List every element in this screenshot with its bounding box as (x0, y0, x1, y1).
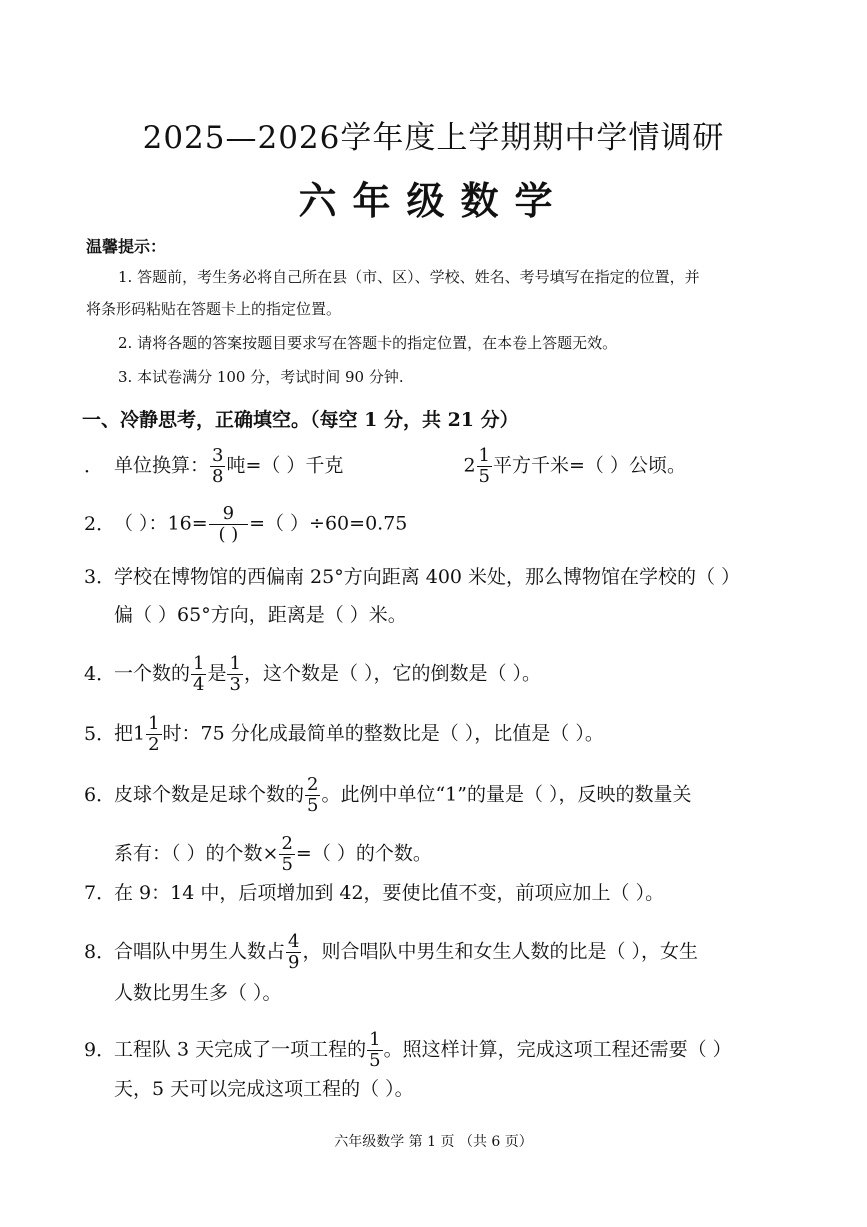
fraction (286, 932, 301, 973)
question-text: 。此例中单位“1”的量是（ ），反映的数量关 (321, 783, 692, 806)
question-text: ，则合唱队中男生和女生人数的比是（ ），女生 (302, 940, 699, 963)
question-text: ，这个数是（ ），它的倒数是（ ）。 (243, 662, 542, 685)
question-4 (84, 654, 541, 695)
question-number: 2． (84, 512, 116, 535)
fraction-numerator: 2 (307, 774, 319, 795)
fraction-numerator: 1 (148, 713, 160, 734)
fraction-denominator: 5 (281, 854, 293, 876)
question-7 (84, 884, 664, 903)
subject-title: 六年级数学 (298, 178, 569, 223)
fraction-denominator: 9 (288, 952, 300, 974)
fraction-denominator: 4 (193, 674, 205, 696)
question-text: 系有：（ ）的个数× (114, 842, 279, 865)
question-6-line-2 (114, 834, 432, 875)
question-text: 学校在博物馆的西偏南 25°方向距离 400 米处，那么博物馆在学校的（ ） (114, 566, 741, 588)
question-text: 。照这样计算，完成这项工程还需要（ ） (383, 1038, 732, 1061)
mixed-number-whole: 2 (463, 454, 476, 477)
fraction-numerator: 9 (209, 504, 248, 525)
question-number: 7． (84, 882, 116, 904)
question-number: 3． (84, 566, 116, 588)
exam-title: 2025—2026学年度上学期期中学情调研 (142, 120, 725, 156)
question-number: ． (84, 454, 104, 477)
page-footer: 六年级数学 第 1 页 （共 6 页） (334, 1134, 533, 1150)
question-text: 平方千米=（ ）公顷。 (492, 454, 686, 477)
fraction-numerator: 4 (288, 931, 300, 952)
question-text: 单位换算： (114, 454, 210, 477)
question-number: 9． (84, 1038, 116, 1061)
tip-3: 3. 本试卷满分 100 分，考试时间 90 分钟. (118, 368, 404, 386)
tips-heading: 温馨提示： (86, 237, 167, 256)
fraction (477, 446, 492, 487)
tip-1-continued: 将条形码粘贴在答题卡上的指定位置。 (86, 300, 342, 318)
question-number: 4． (84, 662, 116, 685)
question-text: 时：75 分化成最简单的整数比是（ ），比值是（ ）。 (162, 722, 604, 745)
section-heading: 一、冷静思考，正确填空。（每空 1 分，共 21 分） (82, 409, 519, 431)
fraction-denominator: 2 (148, 734, 160, 756)
question-text: 工程队 3 天完成了一项工程的 (114, 1038, 367, 1061)
fraction-numerator: 2 (281, 833, 293, 854)
fraction-denominator: 5 (307, 795, 319, 817)
fraction-denominator: 3 (229, 674, 241, 696)
fraction-numerator: 3 (212, 445, 224, 466)
tip-1: 1. 答题前，考生务必将自己所在县（市、区）、学校、姓名、考号填写在指定的位置，并 (118, 268, 700, 286)
tip-2: 2. 请将各题的答案按题目要求写在答题卡的指定位置，在本卷上答题无效。 (118, 334, 618, 352)
question-number: 8． (84, 940, 116, 963)
question-9 (84, 1030, 732, 1071)
question-text: 一个数的 (114, 662, 191, 685)
fraction-denominator: 5 (478, 466, 490, 488)
question-text: =（ ）÷60=0.75 (249, 512, 408, 535)
fraction (191, 654, 206, 695)
question-number: 6． (84, 783, 116, 806)
question-3-line-2: 偏（ ）65°方向，距离是（ ）米。 (114, 604, 407, 626)
question-text: 把1 (114, 722, 146, 745)
fraction-denominator: 5 (369, 1050, 381, 1072)
question-text: （ ）：16= (114, 512, 208, 535)
question-6 (84, 775, 692, 816)
question-8-line-2: 人数比男生多（ ）。 (114, 982, 282, 1004)
question-5 (84, 714, 604, 755)
fraction (305, 775, 320, 816)
fraction-numerator: 1 (478, 445, 490, 466)
question-text: 是 (207, 662, 227, 685)
question-text: 合唱队中男生人数占 (114, 940, 286, 963)
fraction (146, 714, 161, 755)
fraction-numerator: 1 (193, 653, 205, 674)
question-1 (84, 446, 686, 487)
fraction-denominator: 8 (212, 466, 224, 488)
fraction-numerator: 1 (229, 653, 241, 674)
question-number: 5． (84, 722, 116, 745)
question-2 (84, 504, 407, 545)
fraction (227, 654, 242, 695)
question-9-line-2: 天，5 天可以完成这项工程的（ ）。 (114, 1078, 414, 1100)
fraction (210, 446, 225, 487)
question-text: 在 9：14 中，后项增加到 42，要使比值不变，前项应加上（ ）。 (114, 882, 665, 904)
fraction (209, 504, 248, 545)
question-3 (84, 568, 740, 587)
question-text: 吨=（ ）千克 (226, 454, 344, 477)
question-text: =（ ）的个数。 (295, 842, 432, 865)
fraction (279, 834, 294, 875)
fraction (367, 1030, 382, 1071)
question-text: 皮球个数是足球个数的 (114, 783, 305, 806)
fraction-denominator: ( ) (218, 524, 239, 546)
fraction-numerator: 1 (369, 1029, 381, 1050)
question-8 (84, 932, 698, 973)
